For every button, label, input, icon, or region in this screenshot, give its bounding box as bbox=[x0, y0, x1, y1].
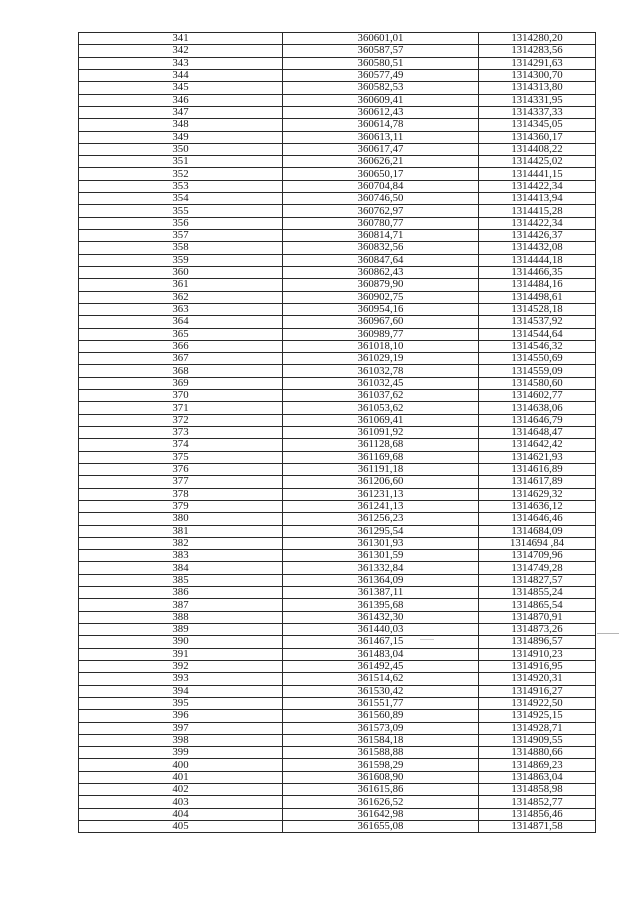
x-coordinate-cell: 361642,98 bbox=[283, 808, 479, 820]
x-coordinate-cell: 360954,16 bbox=[283, 303, 479, 315]
x-coordinate-cell: 361551,77 bbox=[283, 697, 479, 709]
table-row bbox=[79, 57, 596, 69]
table-row bbox=[79, 291, 596, 303]
table-row bbox=[79, 353, 596, 365]
point-number-cell: 347 bbox=[79, 106, 283, 118]
table-row bbox=[79, 513, 596, 525]
x-coordinate-cell: 361588,88 bbox=[283, 747, 479, 759]
point-number-cell: 349 bbox=[79, 131, 283, 143]
table-row bbox=[79, 771, 596, 783]
x-coordinate-cell: 360879,90 bbox=[283, 279, 479, 291]
x-coordinate-cell: 361483,04 bbox=[283, 648, 479, 660]
y-coordinate-cell: 1314360,17 bbox=[479, 131, 596, 143]
x-coordinate-cell: 361332,84 bbox=[283, 562, 479, 574]
y-coordinate-cell: 1314426,37 bbox=[479, 230, 596, 242]
table-row bbox=[79, 488, 596, 500]
x-coordinate-cell: 361615,86 bbox=[283, 784, 479, 796]
table-row bbox=[79, 463, 596, 475]
coordinates-table-body bbox=[79, 33, 596, 833]
scan-artifact-line bbox=[420, 639, 434, 640]
x-coordinate-cell: 361364,09 bbox=[283, 574, 479, 586]
y-coordinate-cell: 1314852,77 bbox=[479, 796, 596, 808]
point-number-cell: 351 bbox=[79, 156, 283, 168]
y-coordinate-cell: 1314616,89 bbox=[479, 463, 596, 475]
x-coordinate-cell: 360814,71 bbox=[283, 230, 479, 242]
table-row bbox=[79, 340, 596, 352]
point-number-cell: 392 bbox=[79, 660, 283, 672]
x-coordinate-cell: 361169,68 bbox=[283, 451, 479, 463]
x-coordinate-cell: 361655,08 bbox=[283, 821, 479, 833]
y-coordinate-cell: 1314283,56 bbox=[479, 45, 596, 57]
y-coordinate-cell: 1314694 ,84 bbox=[479, 537, 596, 549]
y-coordinate-cell: 1314916,27 bbox=[479, 685, 596, 697]
x-coordinate-cell: 361032,45 bbox=[283, 377, 479, 389]
y-coordinate-cell: 1314928,71 bbox=[479, 722, 596, 734]
y-coordinate-cell: 1314749,28 bbox=[479, 562, 596, 574]
y-coordinate-cell: 1314646,79 bbox=[479, 414, 596, 426]
table-row bbox=[79, 266, 596, 278]
table-row bbox=[79, 414, 596, 426]
point-number-cell: 367 bbox=[79, 353, 283, 365]
coordinates-table bbox=[78, 32, 596, 833]
table-row bbox=[79, 439, 596, 451]
y-coordinate-cell: 1314865,54 bbox=[479, 599, 596, 611]
y-coordinate-cell: 1314909,55 bbox=[479, 734, 596, 746]
table-row bbox=[79, 722, 596, 734]
x-coordinate-cell: 361584,18 bbox=[283, 734, 479, 746]
y-coordinate-cell: 1314425,02 bbox=[479, 156, 596, 168]
y-coordinate-cell: 1314345,05 bbox=[479, 119, 596, 131]
table-row bbox=[79, 242, 596, 254]
table-row bbox=[79, 734, 596, 746]
table-row bbox=[79, 525, 596, 537]
table-row bbox=[79, 697, 596, 709]
table-row bbox=[79, 377, 596, 389]
table-row bbox=[79, 316, 596, 328]
x-coordinate-cell: 361387,11 bbox=[283, 587, 479, 599]
point-number-cell: 344 bbox=[79, 69, 283, 81]
x-coordinate-cell: 361032,78 bbox=[283, 365, 479, 377]
y-coordinate-cell: 1314684,09 bbox=[479, 525, 596, 537]
y-coordinate-cell: 1314922,50 bbox=[479, 697, 596, 709]
y-coordinate-cell: 1314621,93 bbox=[479, 451, 596, 463]
x-coordinate-cell: 360582,53 bbox=[283, 82, 479, 94]
point-number-cell: 374 bbox=[79, 439, 283, 451]
x-coordinate-cell: 361530,42 bbox=[283, 685, 479, 697]
y-coordinate-cell: 1314648,47 bbox=[479, 427, 596, 439]
table-row bbox=[79, 303, 596, 315]
table-row bbox=[79, 217, 596, 229]
point-number-cell: 404 bbox=[79, 808, 283, 820]
table-row bbox=[79, 106, 596, 118]
point-number-cell: 363 bbox=[79, 303, 283, 315]
point-number-cell: 350 bbox=[79, 143, 283, 155]
y-coordinate-cell: 1314422,34 bbox=[479, 217, 596, 229]
table-row bbox=[79, 624, 596, 636]
point-number-cell: 342 bbox=[79, 45, 283, 57]
table-row bbox=[79, 821, 596, 833]
table-row bbox=[79, 33, 596, 45]
table-row bbox=[79, 69, 596, 81]
x-coordinate-cell: 360601,01 bbox=[283, 33, 479, 45]
table-row bbox=[79, 710, 596, 722]
y-coordinate-cell: 1314466,35 bbox=[479, 266, 596, 278]
x-coordinate-cell: 361206,60 bbox=[283, 476, 479, 488]
x-coordinate-cell: 360609,41 bbox=[283, 94, 479, 106]
point-number-cell: 366 bbox=[79, 340, 283, 352]
table-row bbox=[79, 784, 596, 796]
y-coordinate-cell: 1314422,34 bbox=[479, 180, 596, 192]
x-coordinate-cell: 360612,43 bbox=[283, 106, 479, 118]
table-row bbox=[79, 599, 596, 611]
y-coordinate-cell: 1314709,96 bbox=[479, 550, 596, 562]
point-number-cell: 355 bbox=[79, 205, 283, 217]
point-number-cell: 401 bbox=[79, 771, 283, 783]
point-number-cell: 385 bbox=[79, 574, 283, 586]
x-coordinate-cell: 361128,68 bbox=[283, 439, 479, 451]
table-row bbox=[79, 193, 596, 205]
y-coordinate-cell: 1314916,95 bbox=[479, 660, 596, 672]
point-number-cell: 403 bbox=[79, 796, 283, 808]
x-coordinate-cell: 360580,51 bbox=[283, 57, 479, 69]
table-row bbox=[79, 537, 596, 549]
point-number-cell: 388 bbox=[79, 611, 283, 623]
y-coordinate-cell: 1314869,23 bbox=[479, 759, 596, 771]
scan-artifact-line bbox=[597, 633, 619, 634]
y-coordinate-cell: 1314896,57 bbox=[479, 636, 596, 648]
x-coordinate-cell: 361432,30 bbox=[283, 611, 479, 623]
table-row bbox=[79, 365, 596, 377]
point-number-cell: 384 bbox=[79, 562, 283, 574]
y-coordinate-cell: 1314646,46 bbox=[479, 513, 596, 525]
table-row bbox=[79, 747, 596, 759]
x-coordinate-cell: 361598,29 bbox=[283, 759, 479, 771]
y-coordinate-cell: 1314528,18 bbox=[479, 303, 596, 315]
x-coordinate-cell: 361514,62 bbox=[283, 673, 479, 685]
table-row bbox=[79, 427, 596, 439]
y-coordinate-cell: 1314925,15 bbox=[479, 710, 596, 722]
y-coordinate-cell: 1314550,69 bbox=[479, 353, 596, 365]
x-coordinate-cell: 361626,52 bbox=[283, 796, 479, 808]
point-number-cell: 360 bbox=[79, 266, 283, 278]
x-coordinate-cell: 361492,45 bbox=[283, 660, 479, 672]
y-coordinate-cell: 1314300,70 bbox=[479, 69, 596, 81]
table-row bbox=[79, 45, 596, 57]
point-number-cell: 358 bbox=[79, 242, 283, 254]
table-row bbox=[79, 180, 596, 192]
x-coordinate-cell: 361440,03 bbox=[283, 624, 479, 636]
x-coordinate-cell: 361037,62 bbox=[283, 390, 479, 402]
point-number-cell: 396 bbox=[79, 710, 283, 722]
table-row bbox=[79, 230, 596, 242]
y-coordinate-cell: 1314920,31 bbox=[479, 673, 596, 685]
table-row bbox=[79, 673, 596, 685]
y-coordinate-cell: 1314441,15 bbox=[479, 168, 596, 180]
table-row bbox=[79, 550, 596, 562]
y-coordinate-cell: 1314415,28 bbox=[479, 205, 596, 217]
x-coordinate-cell: 360704,84 bbox=[283, 180, 479, 192]
point-number-cell: 370 bbox=[79, 390, 283, 402]
x-coordinate-cell: 361573,09 bbox=[283, 722, 479, 734]
table-row bbox=[79, 279, 596, 291]
x-coordinate-cell: 360832,56 bbox=[283, 242, 479, 254]
point-number-cell: 390 bbox=[79, 636, 283, 648]
point-number-cell: 362 bbox=[79, 291, 283, 303]
y-coordinate-cell: 1314880,66 bbox=[479, 747, 596, 759]
table-row bbox=[79, 562, 596, 574]
point-number-cell: 402 bbox=[79, 784, 283, 796]
y-coordinate-cell: 1314873,26 bbox=[479, 624, 596, 636]
x-coordinate-cell: 361395,68 bbox=[283, 599, 479, 611]
point-number-cell: 378 bbox=[79, 488, 283, 500]
point-number-cell: 341 bbox=[79, 33, 283, 45]
point-number-cell: 375 bbox=[79, 451, 283, 463]
y-coordinate-cell: 1314617,89 bbox=[479, 476, 596, 488]
table-row bbox=[79, 205, 596, 217]
x-coordinate-cell: 361191,18 bbox=[283, 463, 479, 475]
y-coordinate-cell: 1314827,57 bbox=[479, 574, 596, 586]
point-number-cell: 371 bbox=[79, 402, 283, 414]
point-number-cell: 377 bbox=[79, 476, 283, 488]
y-coordinate-cell: 1314642,42 bbox=[479, 439, 596, 451]
y-coordinate-cell: 1314544,64 bbox=[479, 328, 596, 340]
point-number-cell: 369 bbox=[79, 377, 283, 389]
coordinates-sheet bbox=[78, 32, 596, 833]
y-coordinate-cell: 1314855,24 bbox=[479, 587, 596, 599]
x-coordinate-cell: 361241,13 bbox=[283, 500, 479, 512]
table-row bbox=[79, 476, 596, 488]
point-number-cell: 368 bbox=[79, 365, 283, 377]
x-coordinate-cell: 360902,75 bbox=[283, 291, 479, 303]
point-number-cell: 395 bbox=[79, 697, 283, 709]
point-number-cell: 391 bbox=[79, 648, 283, 660]
y-coordinate-cell: 1314291,63 bbox=[479, 57, 596, 69]
x-coordinate-cell: 361295,54 bbox=[283, 525, 479, 537]
y-coordinate-cell: 1314413,94 bbox=[479, 193, 596, 205]
table-row bbox=[79, 328, 596, 340]
table-row bbox=[79, 131, 596, 143]
x-coordinate-cell: 361018,10 bbox=[283, 340, 479, 352]
table-row bbox=[79, 143, 596, 155]
y-coordinate-cell: 1314331,95 bbox=[479, 94, 596, 106]
point-number-cell: 361 bbox=[79, 279, 283, 291]
point-number-cell: 372 bbox=[79, 414, 283, 426]
y-coordinate-cell: 1314629,32 bbox=[479, 488, 596, 500]
table-row bbox=[79, 587, 596, 599]
point-number-cell: 386 bbox=[79, 587, 283, 599]
point-number-cell: 382 bbox=[79, 537, 283, 549]
table-row bbox=[79, 82, 596, 94]
point-number-cell: 359 bbox=[79, 254, 283, 266]
table-row bbox=[79, 611, 596, 623]
table-row bbox=[79, 574, 596, 586]
x-coordinate-cell: 360762,97 bbox=[283, 205, 479, 217]
point-number-cell: 399 bbox=[79, 747, 283, 759]
point-number-cell: 387 bbox=[79, 599, 283, 611]
y-coordinate-cell: 1314484,16 bbox=[479, 279, 596, 291]
x-coordinate-cell: 360780,77 bbox=[283, 217, 479, 229]
table-row bbox=[79, 759, 596, 771]
y-coordinate-cell: 1314858,98 bbox=[479, 784, 596, 796]
x-coordinate-cell: 361069,41 bbox=[283, 414, 479, 426]
table-row bbox=[79, 685, 596, 697]
x-coordinate-cell: 361231,13 bbox=[283, 488, 479, 500]
x-coordinate-cell: 360626,21 bbox=[283, 156, 479, 168]
point-number-cell: 345 bbox=[79, 82, 283, 94]
x-coordinate-cell: 360650,17 bbox=[283, 168, 479, 180]
y-coordinate-cell: 1314313,80 bbox=[479, 82, 596, 94]
table-row bbox=[79, 168, 596, 180]
point-number-cell: 398 bbox=[79, 734, 283, 746]
x-coordinate-cell: 361256,23 bbox=[283, 513, 479, 525]
point-number-cell: 357 bbox=[79, 230, 283, 242]
x-coordinate-cell: 360617,47 bbox=[283, 143, 479, 155]
x-coordinate-cell: 360967,60 bbox=[283, 316, 479, 328]
table-row bbox=[79, 402, 596, 414]
x-coordinate-cell: 360862,43 bbox=[283, 266, 479, 278]
point-number-cell: 405 bbox=[79, 821, 283, 833]
point-number-cell: 380 bbox=[79, 513, 283, 525]
x-coordinate-cell: 361091,92 bbox=[283, 427, 479, 439]
y-coordinate-cell: 1314636,12 bbox=[479, 500, 596, 512]
point-number-cell: 356 bbox=[79, 217, 283, 229]
x-coordinate-cell: 360614,78 bbox=[283, 119, 479, 131]
table-row bbox=[79, 119, 596, 131]
point-number-cell: 373 bbox=[79, 427, 283, 439]
x-coordinate-cell: 360587,57 bbox=[283, 45, 479, 57]
y-coordinate-cell: 1314856,46 bbox=[479, 808, 596, 820]
point-number-cell: 343 bbox=[79, 57, 283, 69]
table-row bbox=[79, 254, 596, 266]
point-number-cell: 389 bbox=[79, 624, 283, 636]
y-coordinate-cell: 1314580,60 bbox=[479, 377, 596, 389]
y-coordinate-cell: 1314537,92 bbox=[479, 316, 596, 328]
point-number-cell: 376 bbox=[79, 463, 283, 475]
y-coordinate-cell: 1314444,18 bbox=[479, 254, 596, 266]
y-coordinate-cell: 1314432,08 bbox=[479, 242, 596, 254]
x-coordinate-cell: 361560,89 bbox=[283, 710, 479, 722]
table-row bbox=[79, 390, 596, 402]
table-row bbox=[79, 451, 596, 463]
x-coordinate-cell: 360577,49 bbox=[283, 69, 479, 81]
x-coordinate-cell: 361608,90 bbox=[283, 771, 479, 783]
x-coordinate-cell: 361053,62 bbox=[283, 402, 479, 414]
y-coordinate-cell: 1314638,06 bbox=[479, 402, 596, 414]
point-number-cell: 354 bbox=[79, 193, 283, 205]
x-coordinate-cell: 361301,59 bbox=[283, 550, 479, 562]
x-coordinate-cell: 360613,11 bbox=[283, 131, 479, 143]
point-number-cell: 365 bbox=[79, 328, 283, 340]
table-row bbox=[79, 648, 596, 660]
x-coordinate-cell: 360746,50 bbox=[283, 193, 479, 205]
y-coordinate-cell: 1314863,04 bbox=[479, 771, 596, 783]
point-number-cell: 353 bbox=[79, 180, 283, 192]
y-coordinate-cell: 1314280,20 bbox=[479, 33, 596, 45]
point-number-cell: 393 bbox=[79, 673, 283, 685]
table-row bbox=[79, 94, 596, 106]
point-number-cell: 348 bbox=[79, 119, 283, 131]
table-row bbox=[79, 796, 596, 808]
y-coordinate-cell: 1314546,32 bbox=[479, 340, 596, 352]
table-row bbox=[79, 808, 596, 820]
y-coordinate-cell: 1314870,91 bbox=[479, 611, 596, 623]
y-coordinate-cell: 1314559,09 bbox=[479, 365, 596, 377]
y-coordinate-cell: 1314602,77 bbox=[479, 390, 596, 402]
x-coordinate-cell: 360989,77 bbox=[283, 328, 479, 340]
x-coordinate-cell: 360847,64 bbox=[283, 254, 479, 266]
table-row bbox=[79, 500, 596, 512]
point-number-cell: 400 bbox=[79, 759, 283, 771]
point-number-cell: 364 bbox=[79, 316, 283, 328]
point-number-cell: 352 bbox=[79, 168, 283, 180]
table-row bbox=[79, 156, 596, 168]
point-number-cell: 346 bbox=[79, 94, 283, 106]
table-row bbox=[79, 636, 596, 648]
point-number-cell: 397 bbox=[79, 722, 283, 734]
y-coordinate-cell: 1314498,61 bbox=[479, 291, 596, 303]
point-number-cell: 381 bbox=[79, 525, 283, 537]
x-coordinate-cell: 361301,93 bbox=[283, 537, 479, 549]
y-coordinate-cell: 1314871,58 bbox=[479, 821, 596, 833]
point-number-cell: 394 bbox=[79, 685, 283, 697]
y-coordinate-cell: 1314408,22 bbox=[479, 143, 596, 155]
y-coordinate-cell: 1314910,23 bbox=[479, 648, 596, 660]
table-row bbox=[79, 660, 596, 672]
point-number-cell: 379 bbox=[79, 500, 283, 512]
point-number-cell: 383 bbox=[79, 550, 283, 562]
y-coordinate-cell: 1314337,33 bbox=[479, 106, 596, 118]
x-coordinate-cell: 361029,19 bbox=[283, 353, 479, 365]
x-coordinate-cell: 361467,15 bbox=[283, 636, 479, 648]
